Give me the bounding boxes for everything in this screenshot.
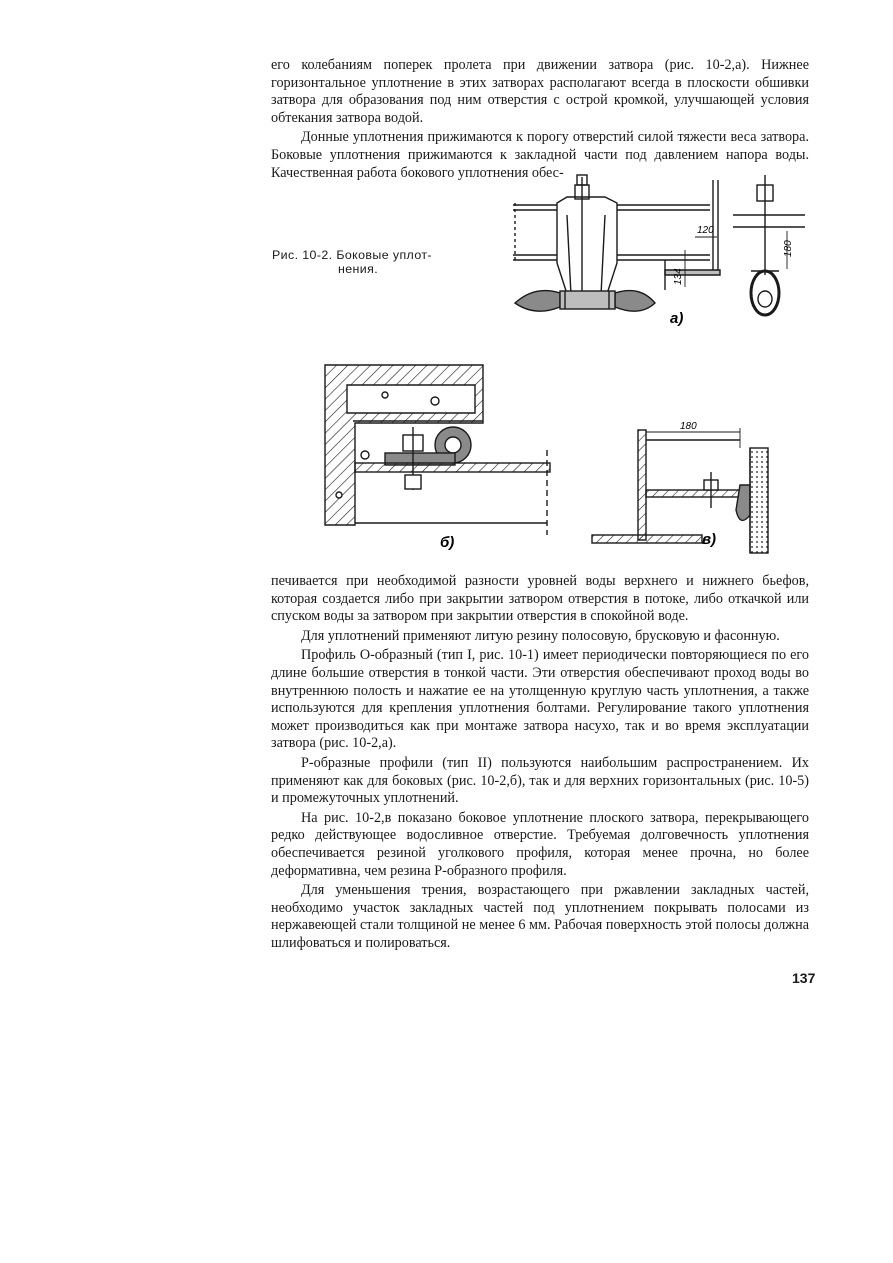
paragraph: На рис. 10-2,в показано боковое уплотнение плоского затвора, перекрывающего редко действующее водосливное отверстие. Требуемая долговечность уплотнения обеспечивается резиной уголкового профиля, которая менее прочна, но более деформативна, чем резина Р-образного профиля. [271,809,809,879]
text-block-top [271,57,809,182]
figure-b-drawing [325,365,555,550]
dimension-label: 134 [673,268,684,285]
paragraph: его колебаниям поперек пролета при движении затвора (рис. 10-2,а). Нижнее горизонтальное уплотнение в этих затворах располагают всегда в плоскости обшивки затвора для образования под ним отверстия с острой кромкой, улучшающей условия обтекания затвора водой. [271,57,809,126]
dimension-label: 120 [697,225,714,236]
text-block-bottom [271,573,809,952]
figure-label-v: в) [702,531,717,548]
caption-line: нения. [338,262,379,276]
figure-label-a: а) [670,310,684,327]
paragraph: Р-образные профили (тип II) пользуются наибольшим распространением. Их применяют как для боковых (рис. 10-2,б), так и для верхних горизонтальных (рис. 10-5) и промежуточных уплотнений. [271,754,809,807]
page-number: 137 [792,970,816,986]
paragraph: печивается при необходимой разности уровней воды верхнего и нижнего бьефов, которая создается либо при закрытии затвором отверстия в потоке, либо откачкой или спуском воды за затвором при закрытии отверстия в спокойной воде. [271,573,809,625]
dimension-label: 180 [680,421,697,432]
paragraph: Профиль О-образный (тип I, рис. 10-1) имеет периодически повторяющиеся по его длине большие отверстия в тонкой части. Эти отверстия обеспечивают проход воды во внутреннюю полость и нажатие ее на утолщенную круглую часть уплотнения, а также используются для крепления уплотнения болтами. Регулирование такого уплотнения может производиться как при монтаже затвора насухо, так и во время эксплуатации затвора (рис. 10-2,а). [271,647,809,752]
dimension-label: 180 [783,240,794,257]
figure-label-b: б) [440,534,455,551]
paragraph: Для уплотнений применяют литую резину полосовую, брусковую и фасонную. [301,627,780,644]
figure-caption [272,248,447,276]
paragraph: Для уменьшения трения, возрастающего при ржавлении закладных частей, необходимо участок закладных частей под уплотнением покрывать полосами из нержавеющей стали толщиной не менее 6 мм. Рабочая поверхность этой полосы должна шлифоваться и полироваться. [271,882,809,951]
caption-line: Рис. 10-2. Боковые уплот- [272,248,432,262]
figure-a-drawing [505,175,805,335]
paragraph: Донные уплотнения прижимаются к порогу отверстий силой тяжести веса затвора. Боковые уплотнения прижимаются к закладной части под давлением напора воды. Качественная работа бокового уплотнения обес- [271,129,809,181]
figure-v-drawing [590,420,770,555]
